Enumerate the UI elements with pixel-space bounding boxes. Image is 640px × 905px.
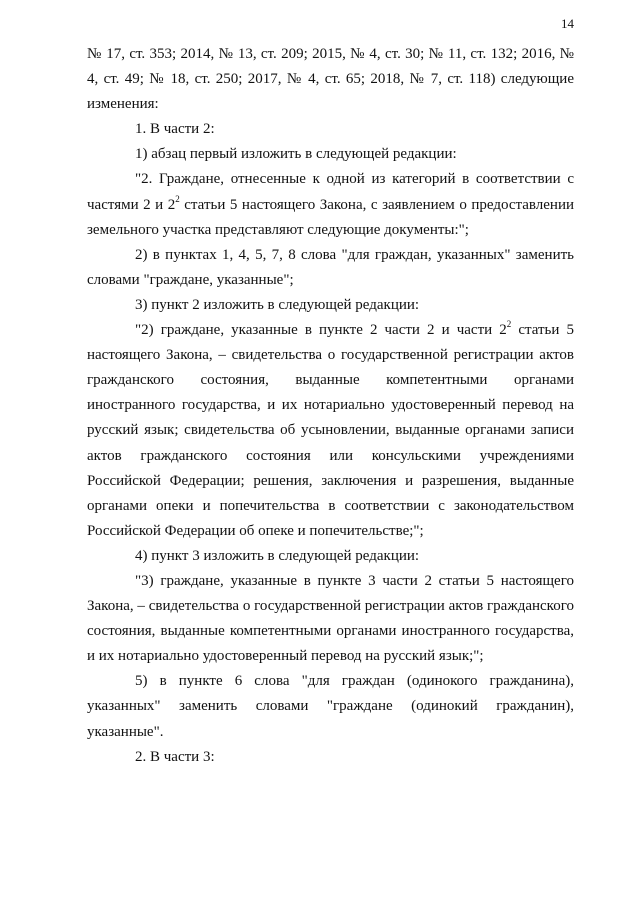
quote-item-2-text-b: статьи 5 настоящего Закона, – свидетельства о государственной регистрации актов гражданского состояния, выданные компетентными органами иностранного государства, и их нотариально удостоверенный перевод на русский язык; свидетельства об усыновлении, выданные органами записи актов гражданского состояния или консульскими учреждениями Российской Федерации; решения, заключения и разрешения, выданные органами опеки и попечительства в соответствии с законодательством Российской Федерации об опеке и попечительстве;"; (87, 322, 574, 539)
paragraph-item-4: 4) пункт 3 изложить в следующей редакции: (135, 547, 420, 564)
document-body (87, 42, 574, 770)
paragraph-item-5: 5) в пункте 6 слова "для граждан (одинокого гражданина), указанных" заменить словами "граждане (одинокий гражданин), указанные". (87, 673, 574, 740)
paragraph-part-2-heading: 1. В части 2: (135, 121, 215, 138)
paragraph-item-2: 2) в пунктах 1, 4, 5, 7, 8 слова "для граждан, указанных" заменить словами "граждане, указанные"; (87, 246, 574, 288)
paragraph-quote-2 (87, 167, 574, 242)
paragraph-quote-item-3: "3) граждане, указанные в пункте 3 части 2 статьи 5 настоящего Закона, – свидетельства о государственной регистрации актов гражданского состояния, выданные компетентными органами иностранного государства, и их нотариально удостоверенный перевод на русский язык;"; (87, 572, 574, 665)
superscript: 2 (175, 193, 180, 204)
quote-item-2-text-a: "2) граждане, указанные в пункте 2 части 2 и части 2 (135, 322, 507, 339)
quote-2-text-b: статьи 5 настоящего Закона, с заявлением о предоставлении земельного участка представляют следующие документы:"; (87, 196, 574, 238)
page-number: 14 (561, 16, 574, 31)
superscript: 2 (506, 319, 512, 330)
paragraph-intro: № 17, ст. 353; 2014, № 13, ст. 209; 2015, № 4, ст. 30; № 11, ст. 132; 2016, № 4, ст. 49; № 18, ст. 250; 2017, № 4, ст. 65; 2018, № 7, ст. 118) следующие изменения: (87, 46, 574, 113)
paragraph-item-3: 3) пункт 2 изложить в следующей редакции: (135, 296, 420, 313)
paragraph-part-3-heading: 2. В части 3: (135, 748, 215, 765)
paragraph-item-1: 1) абзац первый изложить в следующей редакции: (135, 146, 457, 163)
quote-2-text-a: "2. Граждане, отнесенные к одной из категорий в соответствии с частями 2 и 2 (87, 171, 574, 213)
paragraph-quote-item-2 (87, 318, 574, 544)
